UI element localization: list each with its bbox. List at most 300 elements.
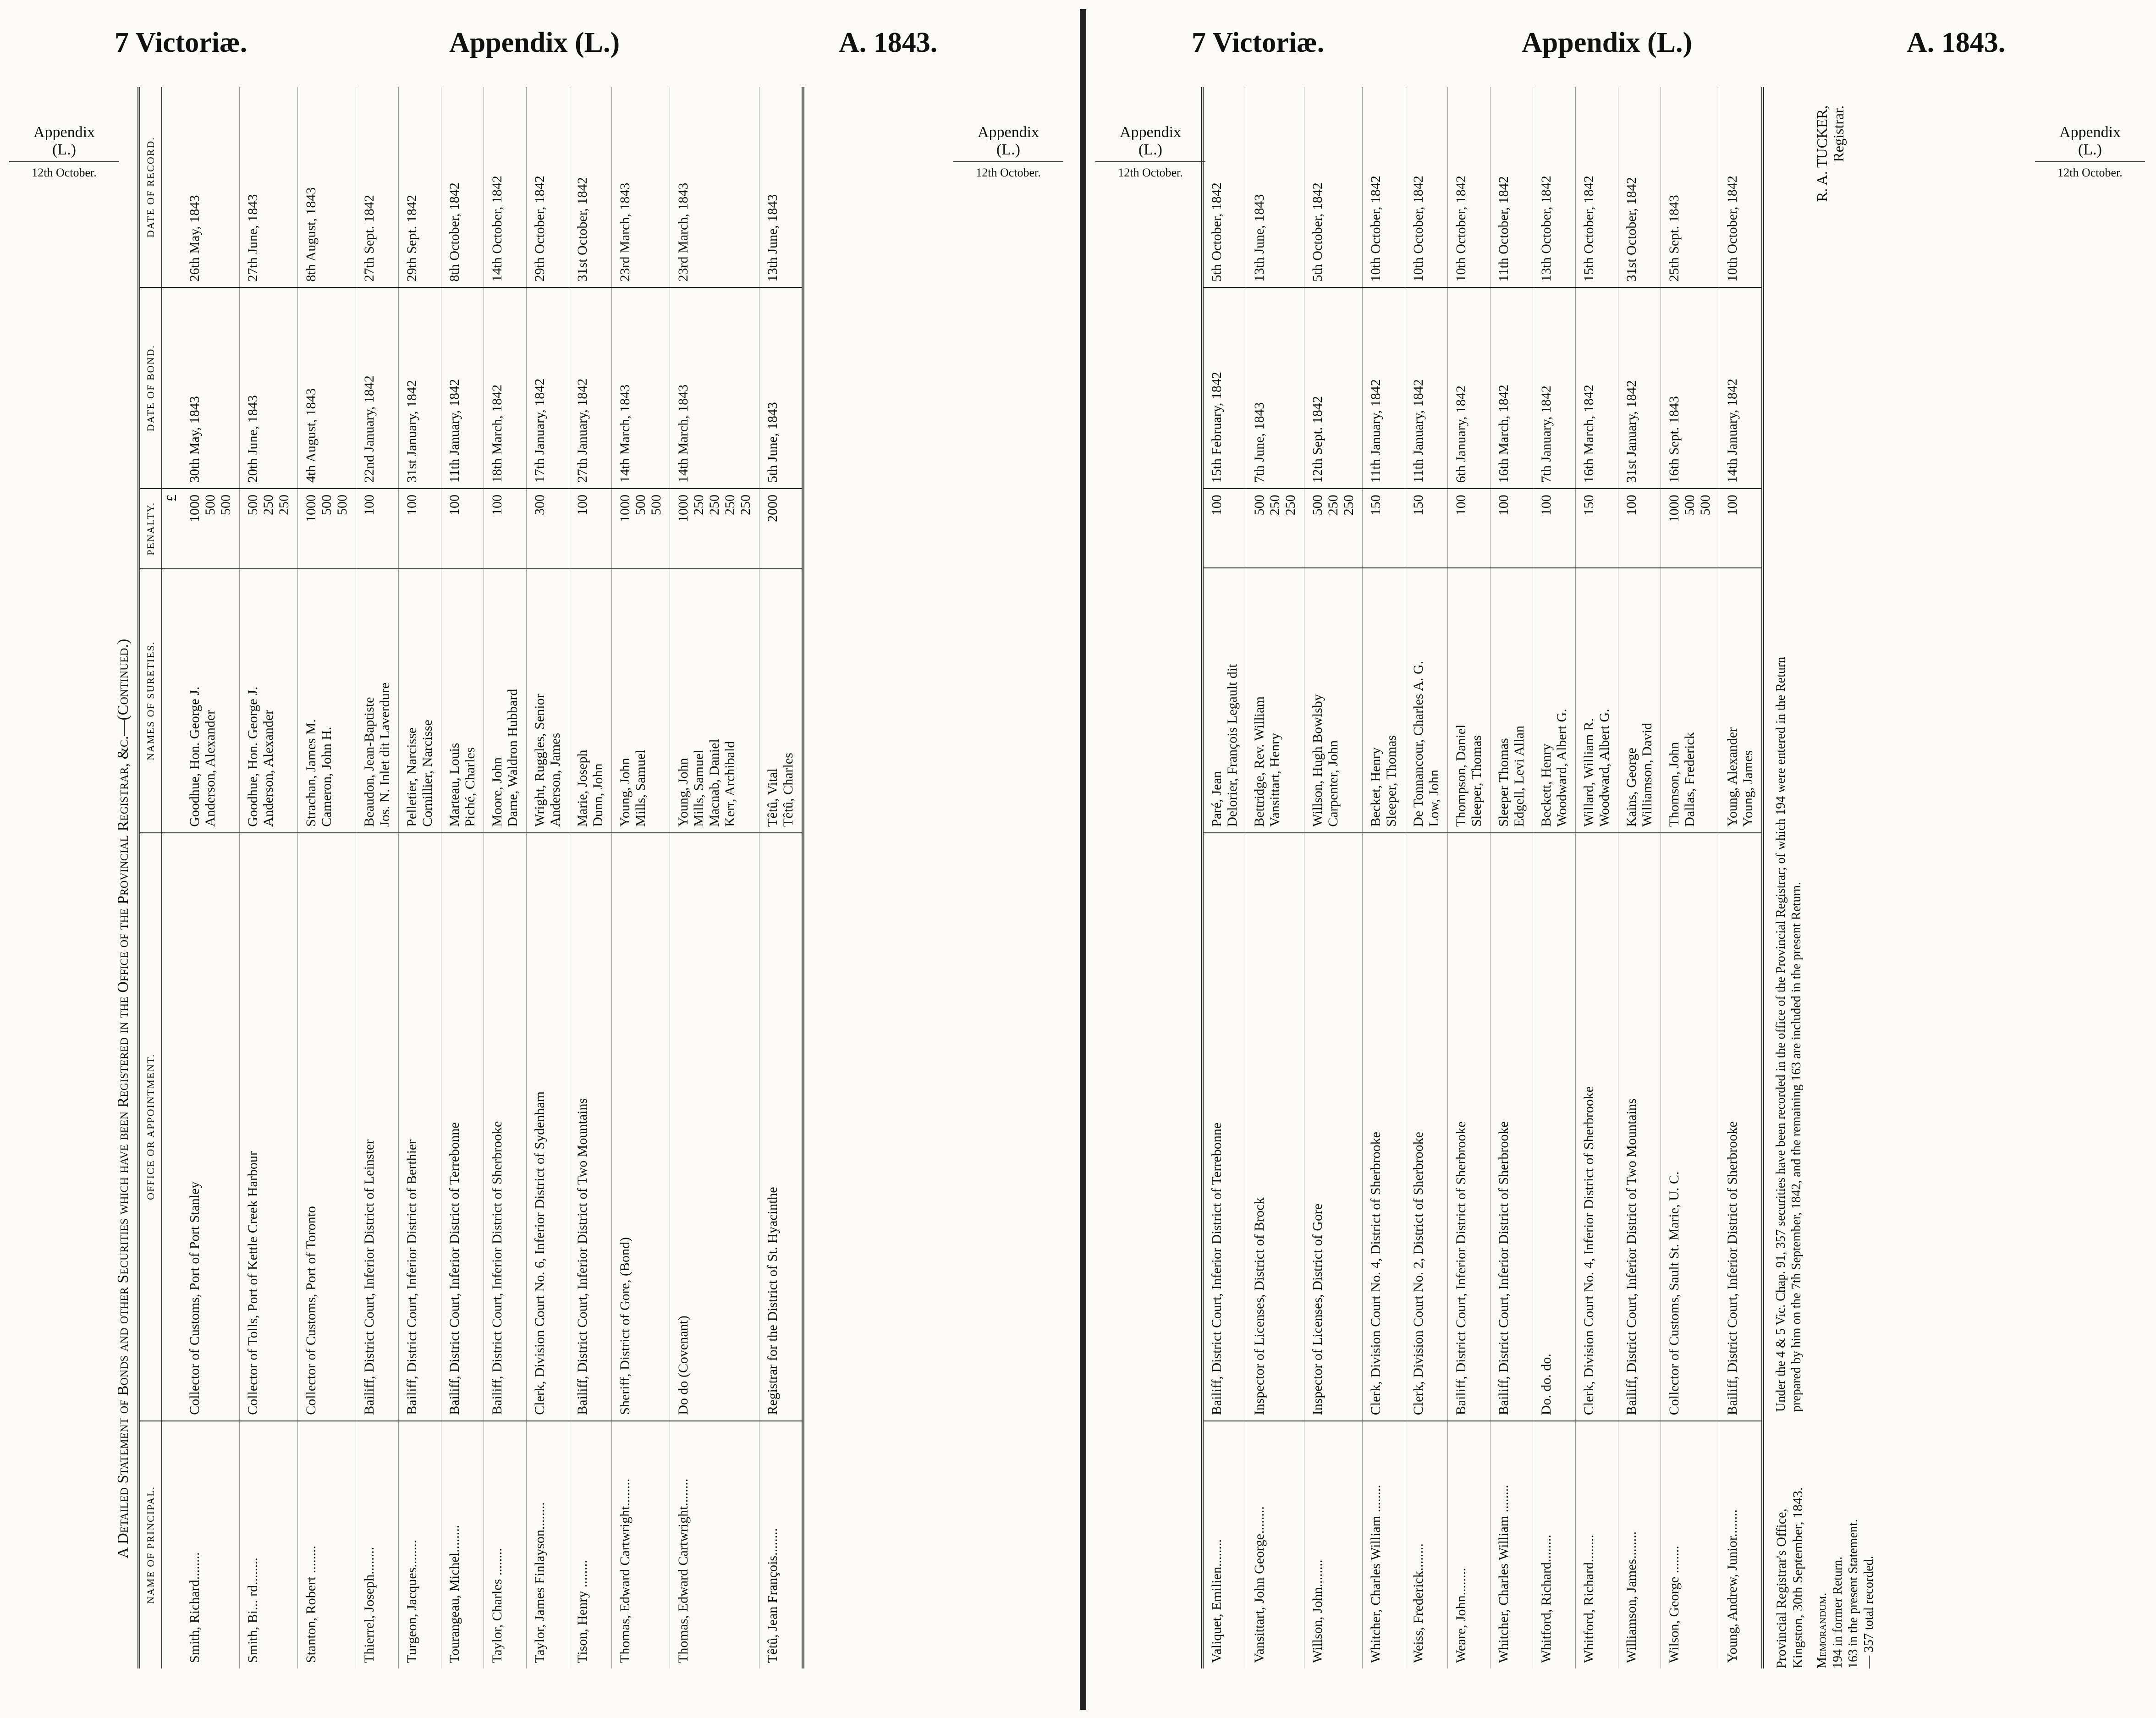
sureties-list: [1304, 568, 1363, 833]
sureties-list: [484, 569, 527, 833]
statement-title: A Detailed Statement of Bonds and other Securities which have been Registered in the Office of the Provincial Registrar, &c.—(Continued.): [115, 639, 132, 1558]
date-of-bond: 14th March, 1843: [612, 287, 670, 489]
table-row: [759, 87, 803, 1668]
penalty-value: 100: [490, 494, 505, 515]
date-of-bond: 16th March, 1842: [1576, 287, 1618, 489]
table-row: [1405, 87, 1448, 1668]
margin-note-title: Appendix: [1119, 124, 1182, 141]
date-of-bond: 6th January, 1842: [1448, 287, 1490, 489]
table-row: [1304, 87, 1363, 1668]
date-of-record: 27th Sept. 1842: [356, 87, 399, 287]
penalty-value: 500: [203, 494, 218, 515]
footer-note: [1773, 87, 1877, 1430]
surety-name: Sleeper, Thomas: [1384, 735, 1399, 827]
date-of-bond: 18th March, 1842: [484, 287, 527, 489]
office-appointment: Collector of Customs, Port of Toronto: [298, 833, 356, 1421]
office-appointment: Do do (Covenant): [670, 833, 759, 1421]
col-date-of-record: DATE OF RECORD.: [139, 87, 162, 287]
date-of-bond: 15th February, 1842: [1202, 287, 1246, 489]
office-appointment: Bailiff, District Court, Inferior District of Sherbrooke: [484, 833, 527, 1421]
sureties-list: [670, 569, 759, 833]
margin-note-title: Appendix: [977, 124, 1040, 141]
penalty-values: [1490, 489, 1533, 567]
surety-name: Delorier, François Legault dit: [1225, 664, 1240, 827]
date-of-bond: 7th June, 1843: [1246, 287, 1304, 489]
penalty-values: [569, 489, 612, 569]
signature-name: R. A. TUCKER,: [1814, 105, 1830, 202]
principal-name: Têtû, Jean François........: [759, 1421, 803, 1668]
penalty-value: 500: [218, 494, 233, 515]
surety-name: Cornillier, Narcisse: [420, 720, 435, 827]
date-of-record: 13th June, 1843: [759, 87, 803, 287]
right-year-header: A. 1843.: [1907, 27, 2006, 58]
sureties-list: [1490, 568, 1533, 833]
penalty-value: 250: [738, 494, 753, 515]
penalty-values: [298, 489, 356, 569]
principal-name: Valiquet, Emilien........: [1202, 1421, 1246, 1668]
principal-name: Taylor, Charles ........: [484, 1421, 527, 1668]
margin-note-title: Appendix: [33, 124, 95, 141]
margin-note-title: Appendix: [2059, 124, 2121, 141]
date-of-bond: 20th June, 1843: [240, 287, 298, 489]
surety-name: Sleeper Thomas: [1496, 738, 1511, 827]
penalty-value: 100: [1496, 495, 1511, 516]
surety-name: Pelletier, Narcisse: [404, 727, 419, 827]
principal-name: Tison, Henry ........: [569, 1421, 612, 1668]
principal-name: Weiss, Frederick........: [1405, 1421, 1448, 1668]
penalty-value: 100: [404, 494, 419, 515]
right-inner-margin-note: [1095, 124, 1205, 182]
table-row: [612, 87, 670, 1668]
date-of-record: 25th Sept. 1843: [1661, 87, 1719, 287]
surety-name: Young, James: [1740, 750, 1755, 827]
surety-name: Macnab, Daniel: [707, 739, 722, 827]
office-appointment: Bailiff, District Court, Inferior District of Two Mountains: [1618, 833, 1661, 1421]
office-appointment: Collector of Tolls, Port of Kettle Creek Harbour: [240, 833, 298, 1421]
sureties-list: [1405, 568, 1448, 833]
date-of-bond: 14th March, 1843: [670, 287, 759, 489]
penalty-value: 250: [1267, 495, 1282, 516]
date-of-bond: 5th June, 1843: [759, 287, 803, 489]
margin-note-letter: (L.): [1138, 141, 1162, 158]
table-row: [1576, 87, 1618, 1668]
penalty-value: 100: [362, 494, 377, 515]
sureties-list: [1448, 568, 1490, 833]
office-appointment: Sheriff, District of Gore, (Bond): [612, 833, 670, 1421]
memorandum: [1815, 1430, 1877, 1668]
office-appointment: Inspector of Licenses, District of Brock: [1246, 833, 1304, 1421]
surety-name: Woodward, Albert G.: [1597, 709, 1612, 827]
sureties-list: [1576, 568, 1618, 833]
penalty-value: 300: [532, 494, 547, 515]
principal-name: Thomas, Edward Cartwright........: [670, 1421, 759, 1668]
office-appointment: Bailiff, District Court, Inferior District of Berthier: [399, 833, 441, 1421]
penalty-value: 2000: [765, 494, 780, 522]
sureties-list: [1533, 568, 1576, 833]
office-appointment: Bailiff, District Court, Inferior District of Sherbrooke: [1719, 833, 1763, 1421]
principal-name: Tourangeau, Michel........: [441, 1421, 484, 1668]
penalty-value: 150: [1411, 495, 1426, 516]
principal-name: Willson, John........: [1304, 1421, 1363, 1668]
col-principal: NAME OF PRINCIPAL.: [139, 1421, 162, 1668]
penalty-value: 500: [1310, 495, 1325, 516]
surety-name: Wright, Ruggles, Senior: [532, 694, 547, 827]
date-of-record: 8th October, 1842: [441, 87, 484, 287]
principal-name: Young, Andrew, Junior........: [1719, 1421, 1763, 1668]
date-of-bond: 30th May, 1843: [182, 287, 240, 489]
table-row: [356, 87, 399, 1668]
surety-name: Mills, Samuel: [691, 749, 706, 827]
surety-name: Willson, Hugh Bowlsby: [1310, 694, 1325, 827]
surety-name: Young, John: [617, 758, 632, 827]
date-of-bond: 11th January, 1842: [1363, 287, 1405, 489]
principal-name: Stanton, Robert ........: [298, 1421, 356, 1668]
principal-name: Whitcher, Charles William ........: [1490, 1421, 1533, 1668]
office-place: [1773, 1430, 1877, 1668]
penalty-value: 150: [1581, 495, 1596, 516]
sureties-list: [298, 569, 356, 833]
date-of-bond: 7th January, 1842: [1533, 287, 1576, 489]
penalty-values: [240, 489, 298, 569]
right-securities-table: [1201, 87, 1764, 1668]
table-row: [1533, 87, 1576, 1668]
surety-name: De Tonnancour, Charles A. G.: [1411, 661, 1426, 827]
surety-name: Thompson, Daniel: [1453, 724, 1468, 827]
penalty-value: 250: [1326, 495, 1341, 516]
surety-name: Têtû, Charles: [781, 753, 796, 827]
office-appointment: Bailiff, District Court, Inferior District of Leinster: [356, 833, 399, 1421]
surety-name: Beaudon, Jean-Baptiste: [362, 697, 377, 827]
penalty-values: [1405, 489, 1448, 567]
margin-note-letter: (L.): [2078, 141, 2102, 158]
penalty-values: [484, 489, 527, 569]
principal-name: Thierrel, Joseph........: [356, 1421, 399, 1668]
principal-name: Vansittart, John George........: [1246, 1421, 1304, 1668]
date-of-record: 23rd March, 1843: [670, 87, 759, 287]
date-of-bond: 11th January, 1842: [441, 287, 484, 489]
memo-line: 194 in former Return.: [1831, 1556, 1845, 1668]
surety-name: Mills, Samuel: [633, 749, 648, 827]
table-row: [1202, 87, 1246, 1668]
date-of-record: 11th October, 1842: [1490, 87, 1533, 287]
sureties-list: [240, 569, 298, 833]
surety-name: Anderson, Alexander: [203, 710, 218, 827]
left-inner-margin-note: [953, 124, 1063, 182]
date-of-record: 5th October, 1842: [1304, 87, 1363, 287]
sureties-list: [1202, 568, 1246, 833]
date-of-record: 10th October, 1842: [1363, 87, 1405, 287]
office-appointment: Clerk, Division Court No. 2, District of Sherbrooke: [1405, 833, 1448, 1421]
table-row: [1448, 87, 1490, 1668]
memo-line: 163 in the present Statement.: [1846, 1519, 1860, 1668]
sureties-list: [356, 569, 399, 833]
penalty-value: 500: [245, 494, 260, 515]
penalty-values: [527, 489, 569, 569]
surety-name: Dallas, Frederick: [1682, 732, 1697, 827]
date-of-bond: 4th August, 1843: [298, 287, 356, 489]
penalty-values: [1719, 489, 1763, 567]
table-row: [527, 87, 569, 1668]
surety-name: Jos. N. Inlet dit Laverdure: [377, 682, 392, 827]
date-of-record: 13th October, 1842: [1533, 87, 1576, 287]
margin-note-date: 12th October.: [1095, 161, 1205, 182]
principal-name: Smith, Bi... rd........: [240, 1421, 298, 1668]
office-appointment: Clerk, Division Court No. 4, District of Sherbrooke: [1363, 833, 1405, 1421]
table-row: [1246, 87, 1304, 1668]
table-row: [441, 87, 484, 1668]
surety-name: Moore, John: [490, 757, 505, 827]
surety-name: Edgell, Levi Allan: [1512, 726, 1527, 827]
penalty-value: 250: [707, 494, 722, 515]
sureties-list: [759, 569, 803, 833]
note-line: prepared by him on the 7th September, 1842, and the remaining 163 are included in the present Return.: [1789, 882, 1804, 1412]
date-of-record: 27th June, 1843: [240, 87, 298, 287]
penalty-values: [670, 489, 759, 569]
principal-name: Williamson, James........: [1618, 1421, 1661, 1668]
surety-name: Woodward, Albert G.: [1554, 709, 1569, 827]
surety-name: Thomson, John: [1666, 742, 1682, 827]
penalty-value: 250: [1341, 495, 1356, 516]
penalty-value: 150: [1368, 495, 1383, 516]
surety-name: Anderson, Alexander: [261, 710, 276, 827]
margin-note-date: 12th October.: [2035, 161, 2145, 182]
surety-name: Willard, William R.: [1581, 718, 1596, 827]
surety-name: Goodhue, Hon. George J.: [245, 686, 260, 827]
principal-name: Thomas, Edward Cartwright........: [612, 1421, 670, 1668]
margin-note-letter: (L.): [996, 141, 1020, 158]
table-row: [1719, 87, 1763, 1668]
office-appointment: Do. do. do.: [1533, 833, 1576, 1421]
right-appendix-header: Appendix (L.): [1522, 27, 1693, 58]
footer-block: [1773, 87, 1877, 1668]
penalty-value: 500: [335, 494, 350, 515]
sureties-list: [441, 569, 484, 833]
left-year-header: A. 1843.: [839, 27, 938, 58]
page-spine: [1080, 9, 1086, 1710]
penalty-value: 100: [575, 494, 590, 515]
right-outer-margin-note: [2035, 124, 2145, 182]
surety-name: Cameron, John H.: [319, 727, 334, 827]
date-of-record: 5th October, 1842: [1202, 87, 1246, 287]
table-row: [569, 87, 612, 1668]
penalty-values: [612, 489, 670, 569]
date-of-record: 31st October, 1842: [1618, 87, 1661, 287]
col-office: OFFICE OR APPOINTMENT.: [139, 833, 162, 1421]
penalty-value: 500: [319, 494, 334, 515]
date-of-record: 13th June, 1843: [1246, 87, 1304, 287]
date-of-bond: 14th January, 1842: [1719, 287, 1763, 489]
date-of-bond: 11th January, 1842: [1405, 287, 1448, 489]
surety-name: Bettridge, Rev. William: [1252, 696, 1267, 827]
penalty-value: 100: [1624, 495, 1639, 516]
penalty-value: 1000: [187, 494, 202, 522]
penalty-values: [1618, 489, 1661, 567]
date-of-record: 26th May, 1843: [182, 87, 240, 287]
date-of-record: 15th October, 1842: [1576, 87, 1618, 287]
surety-name: Paré, Jean: [1209, 771, 1224, 827]
margin-note-date: 12th October.: [953, 161, 1063, 182]
principal-name: Whitford, Richard........: [1533, 1421, 1576, 1668]
office-appointment: Collector of Customs, Port of Port Stanley: [182, 833, 240, 1421]
penalty-value: 250: [261, 494, 276, 515]
surety-name: Anderson, James: [548, 732, 563, 827]
penalty-values: [441, 489, 484, 569]
penalty-values: [356, 489, 399, 569]
sureties-list: [527, 569, 569, 833]
surety-name: Dunn, John: [590, 763, 605, 827]
office-appointment: Clerk, Division Court No. 6, Inferior District of Sydenham: [527, 833, 569, 1421]
office-appointment: Clerk, Division Court No. 4, Inferior District of Sherbrooke: [1576, 833, 1618, 1421]
penalty-value: 250: [276, 494, 292, 515]
office-appointment: Bailiff, District Court, Inferior District of Terrebonne: [1202, 833, 1246, 1421]
table-row: [182, 87, 240, 1668]
surety-name: Sleeper, Thomas: [1469, 735, 1484, 827]
surety-name: Têtû, Vital: [765, 768, 780, 827]
penalty-value: 250: [1283, 495, 1298, 516]
table-header-row: [139, 87, 162, 1668]
penalty-value: 100: [1725, 495, 1740, 516]
surety-name: Young, John: [676, 758, 691, 827]
penalty-value: 500: [1682, 495, 1697, 516]
office-appointment: Bailiff, District Court, Inferior District of Terrebonne: [441, 833, 484, 1421]
left-session-header: 7 Victoriæ.: [115, 27, 248, 58]
currency-symbol: £: [162, 489, 182, 569]
surety-name: Beckett, Henry: [1539, 743, 1554, 827]
surety-name: Dame, Waldron Hubbard: [505, 688, 520, 827]
office-appointment: Registrar for the District of St. Hyacinthe: [759, 833, 803, 1421]
principal-name: Smith, Richard........: [182, 1421, 240, 1668]
penalty-value: 500: [1252, 495, 1267, 516]
date-of-record: 10th October, 1842: [1719, 87, 1763, 287]
left-appendix-header: Appendix (L.): [449, 27, 620, 58]
principal-name: Weare, John........: [1448, 1421, 1490, 1668]
penalty-value: 500: [633, 494, 648, 515]
date-of-bond: 31st January, 1842: [399, 287, 441, 489]
surety-name: Piché, Charles: [462, 747, 478, 827]
memo-heading: Memorandum.: [1815, 1592, 1829, 1668]
penalty-values: [1246, 489, 1304, 567]
date-of-record: 23rd March, 1843: [612, 87, 670, 287]
office-appointment: Bailiff, District Court, Inferior District of Sherbrooke: [1490, 833, 1533, 1421]
signature-title: Registrar.: [1830, 105, 1847, 162]
principal-name: Taylor, James Finlayson........: [527, 1421, 569, 1668]
penalty-value: 500: [1698, 495, 1713, 516]
note-line: Under the 4 & 5 Vic. Chap. 91, 357 securities have been recorded in the office of the Provincial Registrar; of which 194 were entered in the Return: [1774, 656, 1788, 1412]
principal-name: Turgeon, Jacques........: [399, 1421, 441, 1668]
penalty-value: 100: [1453, 495, 1468, 516]
penalty-values: [1363, 489, 1405, 567]
penalty-value: 100: [1209, 495, 1224, 516]
table-row: [240, 87, 298, 1668]
surety-name: Vansittart, Henry: [1267, 732, 1282, 827]
penalty-value: 1000: [1666, 495, 1682, 523]
penalty-value: 1000: [303, 494, 319, 522]
penalty-values: [1576, 489, 1618, 567]
table-row: [1363, 87, 1405, 1668]
penalty-values: [1533, 489, 1576, 567]
date-of-bond: 22nd January, 1842: [356, 287, 399, 489]
col-date-of-bond: DATE OF BOND.: [139, 287, 162, 489]
date-of-bond: 31st January, 1842: [1618, 287, 1661, 489]
sureties-list: [1719, 568, 1763, 833]
signature: [1814, 87, 1847, 1412]
date-of-bond: 17th January, 1842: [527, 287, 569, 489]
surety-name: Kains, George: [1624, 748, 1639, 827]
penalty-value: 100: [447, 494, 462, 515]
table-row: [670, 87, 759, 1668]
surety-name: Low, John: [1426, 770, 1441, 827]
table-row: [1490, 87, 1533, 1668]
date-of-bond: 27th January, 1842: [569, 287, 612, 489]
penalty-value: 500: [649, 494, 664, 515]
surety-name: Marteau, Louis: [447, 743, 462, 827]
date-of-record: 10th October, 1842: [1405, 87, 1448, 287]
surety-name: Goodhue, Hon. George J.: [187, 686, 202, 827]
currency-row: [162, 87, 182, 1668]
surety-name: Becket, Henry: [1368, 747, 1383, 827]
memo-line: — 357 total recorded.: [1862, 1556, 1876, 1668]
sureties-list: [569, 569, 612, 833]
col-sureties: NAMES OF SURETIES.: [139, 569, 162, 833]
table-row: [1618, 87, 1661, 1668]
date-of-record: 29th October, 1842: [527, 87, 569, 287]
penalty-value: 250: [691, 494, 706, 515]
principal-name: Whitford, Richard........: [1576, 1421, 1618, 1668]
table-row: [399, 87, 441, 1668]
date-of-record: 31st October, 1842: [569, 87, 612, 287]
margin-note-letter: (L.): [52, 141, 76, 158]
surety-name: Marie, Joseph: [575, 749, 590, 827]
penalty-values: [759, 489, 803, 569]
office-appointment: Bailiff, District Court, Inferior District of Two Mountains: [569, 833, 612, 1421]
penalty-value: 1000: [676, 494, 691, 522]
sureties-list: [1661, 568, 1719, 833]
sureties-list: [612, 569, 670, 833]
surety-name: Kerr, Archibald: [722, 741, 737, 827]
date-of-record: 14th October, 1842: [484, 87, 527, 287]
surety-name: Carpenter, John: [1326, 740, 1341, 827]
office-appointment: Inspector of Licenses, District of Gore: [1304, 833, 1363, 1421]
office-appointment: Bailiff, District Court, Inferior District of Sherbrooke: [1448, 833, 1490, 1421]
penalty-values: [1448, 489, 1490, 567]
surety-name: Young, Alexander: [1725, 727, 1740, 827]
right-session-header: 7 Victoriæ.: [1192, 27, 1325, 58]
date-of-record: 29th Sept. 1842: [399, 87, 441, 287]
principal-name: Whitcher, Charles William ........: [1363, 1421, 1405, 1668]
date-of-record: 10th October, 1842: [1448, 87, 1490, 287]
office-appointment: Collector of Customs, Sault St. Marie, U. C.: [1661, 833, 1719, 1421]
surety-name: Williamson, David: [1639, 722, 1655, 827]
table-row: [484, 87, 527, 1668]
principal-name: Wilson, George ........: [1661, 1421, 1719, 1668]
penalty-values: [1304, 489, 1363, 567]
penalty-value: 1000: [617, 494, 632, 522]
penalty-values: [1661, 489, 1719, 567]
table-row: [1661, 87, 1719, 1668]
left-securities-table: [138, 87, 804, 1668]
date-of-bond: 16th Sept. 1843: [1661, 287, 1719, 489]
sureties-list: [399, 569, 441, 833]
table-row: [298, 87, 356, 1668]
sureties-list: [1363, 568, 1405, 833]
penalty-values: [182, 489, 240, 569]
penalty-values: [399, 489, 441, 569]
left-outer-margin-note: [9, 124, 119, 182]
penalty-value: 100: [1539, 495, 1554, 516]
sureties-list: [1618, 568, 1661, 833]
date-of-bond: 12th Sept. 1842: [1304, 287, 1363, 489]
date-of-bond: 16th March, 1842: [1490, 287, 1533, 489]
